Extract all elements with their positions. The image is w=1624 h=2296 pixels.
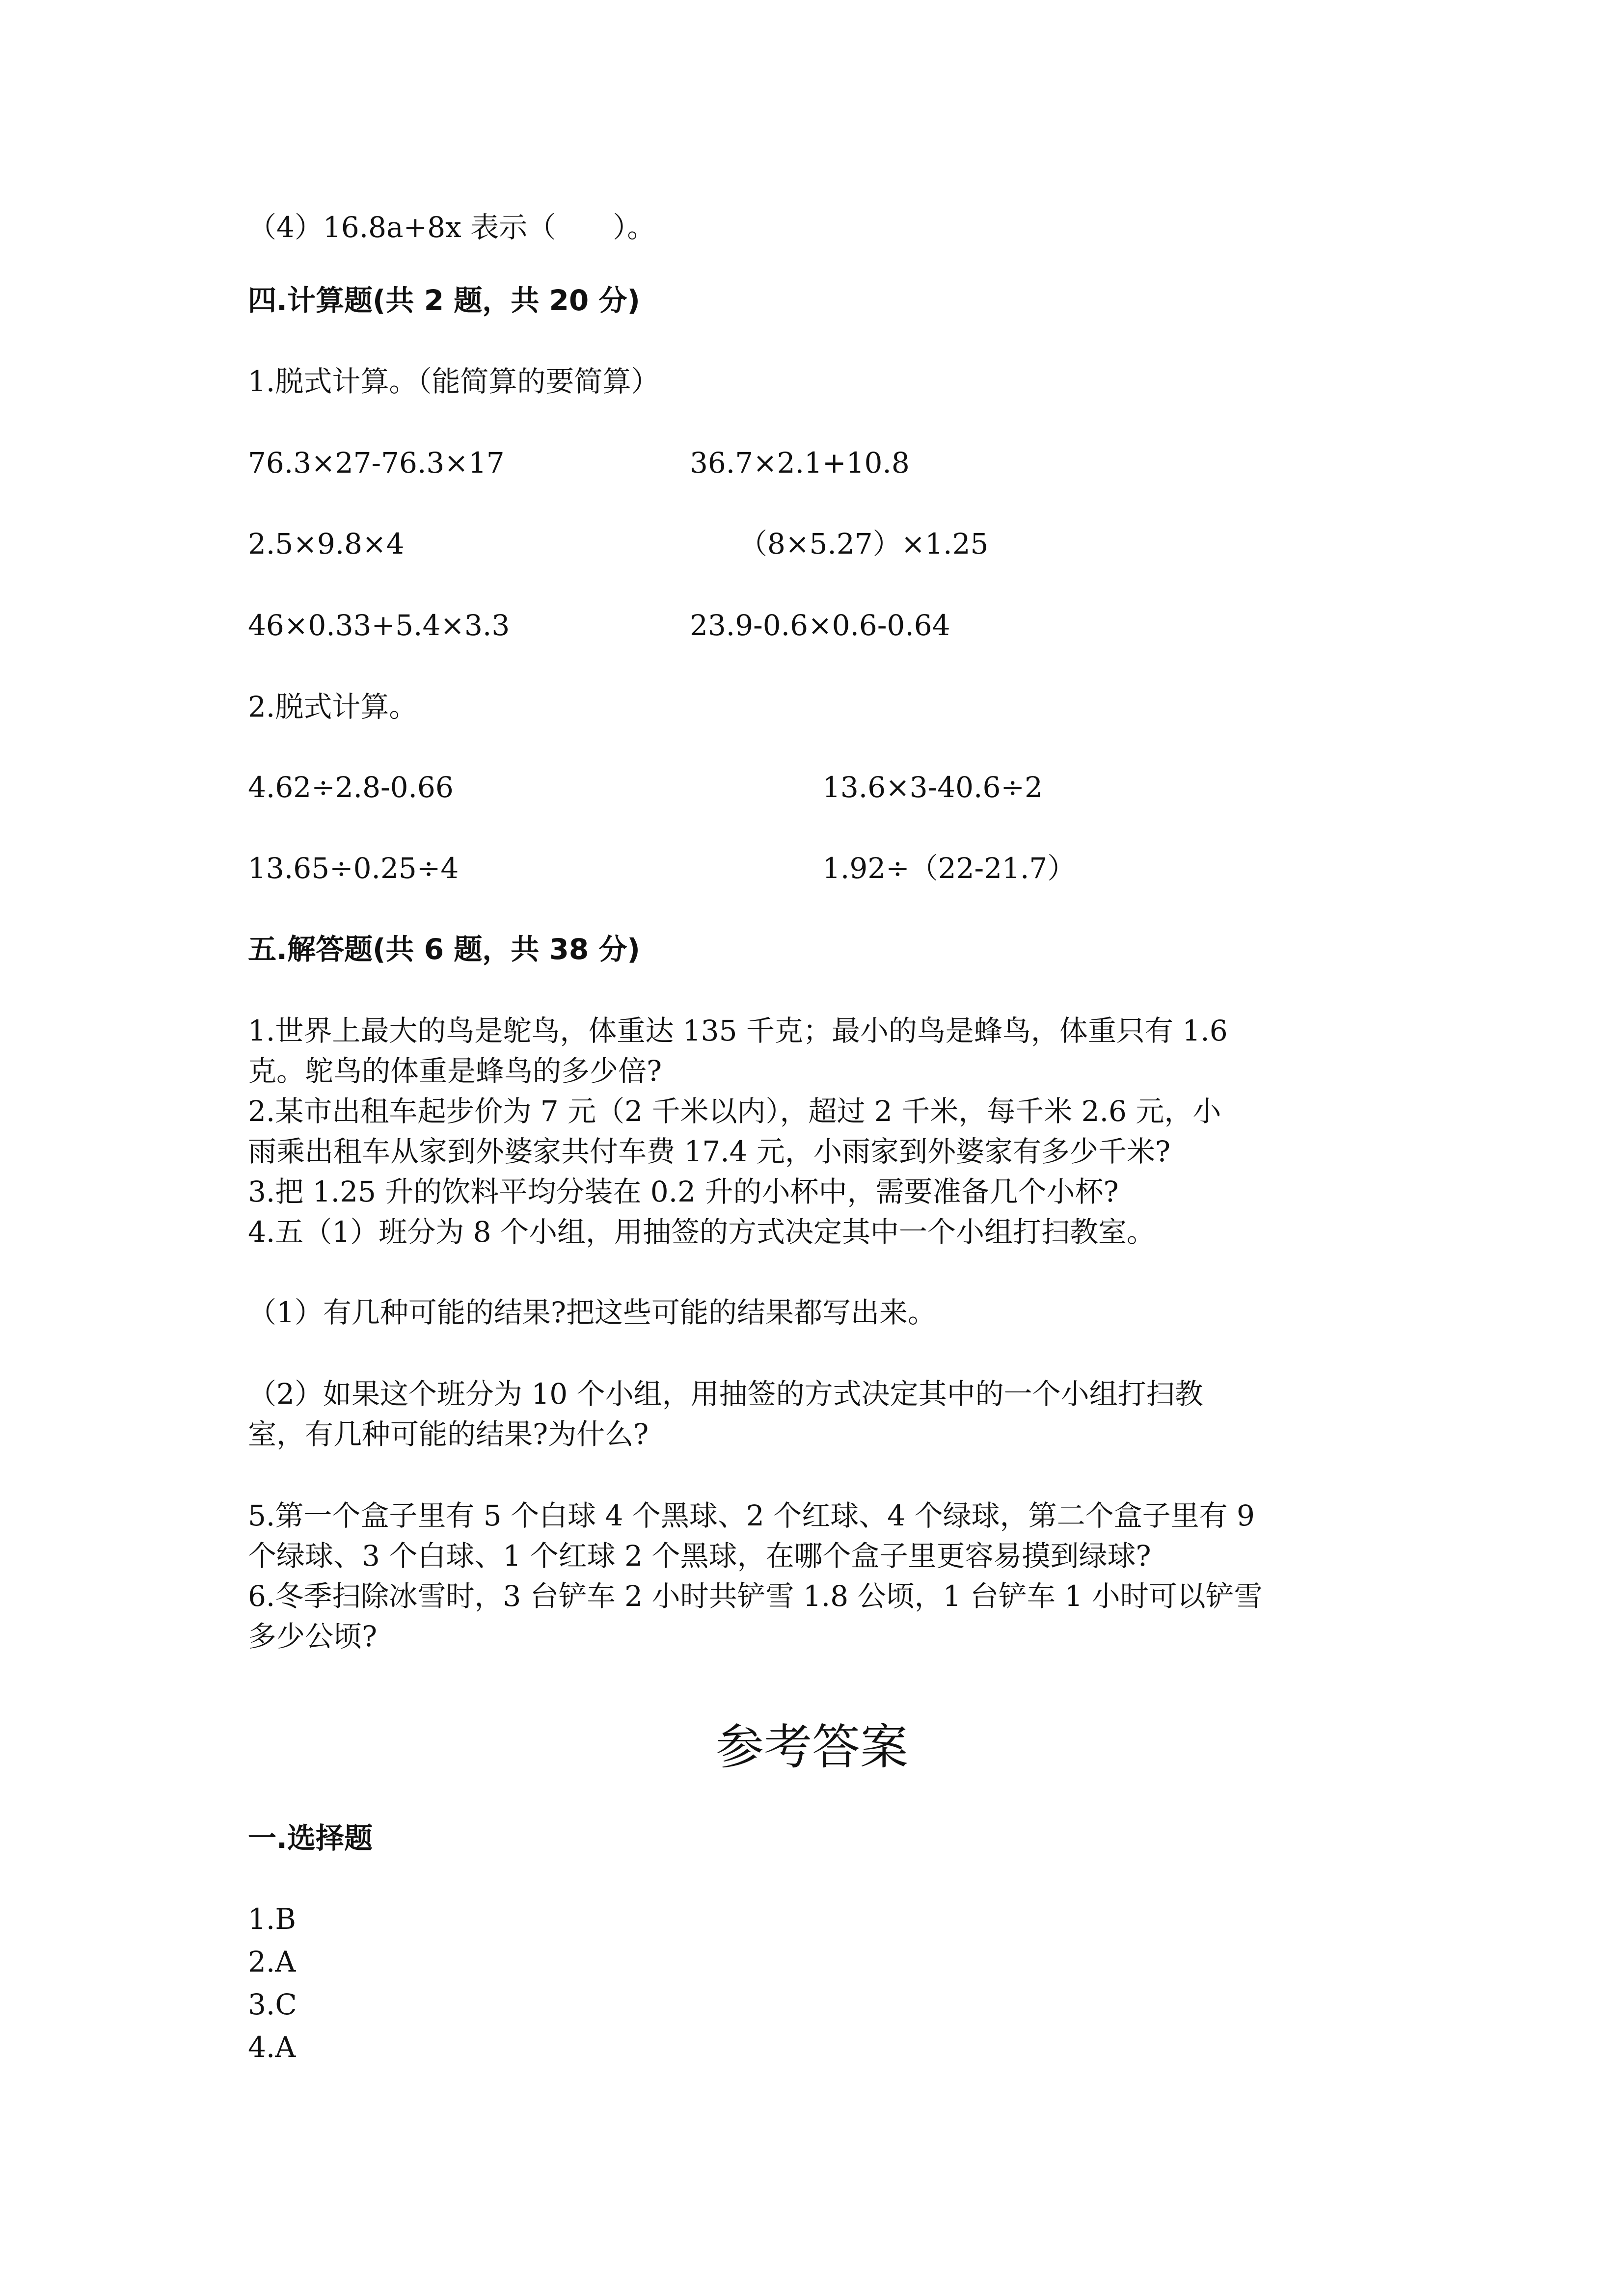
word-problem-line: 3.把 1.25 升的饮料平均分装在 0.2 升的小杯中，需要准备几个小杯?: [248, 1175, 1119, 1208]
question-4-item: （4）16.8a+8x 表示（ ）。: [248, 211, 656, 244]
word-problem-line: 克。鸵鸟的体重是蜂鸟的多少倍?: [248, 1054, 662, 1088]
calc-2-prompt: 2.脱式计算。: [248, 690, 418, 723]
word-problem-line: 多少公顷?: [248, 1620, 378, 1653]
answer-item: 4.A: [248, 2030, 296, 2064]
section-5-heading: 五.解答题(共 6 题，共 38 分): [248, 933, 640, 966]
answer-item: 2.A: [248, 1945, 296, 1978]
word-problem-line: 4.五（1）班分为 8 个小组，用抽签的方式决定其中一个小组打扫教室。: [248, 1215, 1156, 1249]
word-problem-line: （2）如果这个班分为 10 个小组，用抽签的方式决定其中的一个小组打扫教: [248, 1377, 1203, 1411]
word-problem-line: 个绿球、3 个白球、1 个红球 2 个黑球，在哪个盒子里更容易摸到绿球?: [248, 1539, 1151, 1573]
word-problem-line: （1）有几种可能的结果?把这些可能的结果都写出来。: [248, 1296, 936, 1329]
word-problem-line: 1.世界上最大的鸟是鸵鸟，体重达 135 千克；最小的鸟是蜂鸟，体重只有 1.6: [248, 1014, 1228, 1047]
word-problem-line: 5.第一个盒子里有 5 个白球 4 个黑球、2 个红球、4 个绿球，第二个盒子里有 9: [248, 1499, 1255, 1532]
word-problem-line: 雨乘出租车从家到外婆家共付车费 17.4 元，小雨家到外婆家有多少千米?: [248, 1135, 1171, 1168]
calc-1-expr-2: 36.7×2.1+10.8: [690, 446, 910, 480]
word-problem-line: 2.某市出租车起步价为 7 元（2 千米以内），超过 2 千米，每千米 2.6 元，小: [248, 1095, 1221, 1128]
calc-2-expr-1: 4.62÷2.8-0.66: [248, 771, 454, 804]
calc-2-expr-3: 13.65÷0.25÷4: [248, 852, 459, 885]
section-4-heading: 四.计算题(共 2 题，共 20 分): [248, 284, 640, 317]
answer-item: 1.B: [248, 1902, 296, 1936]
answers-section-1-heading: 一.选择题: [248, 1821, 373, 1855]
calc-2-expr-2: 13.6×3-40.6÷2: [822, 771, 1043, 804]
calc-1-expr-3: 2.5×9.8×4: [248, 527, 405, 561]
answer-item: 3.C: [248, 1988, 297, 2021]
word-problem-line: 室，有几种可能的结果?为什么?: [248, 1417, 649, 1451]
calc-1-expr-1: 76.3×27-76.3×17: [248, 446, 505, 480]
calc-1-prompt: 1.脱式计算。（能简算的要简算）: [248, 365, 660, 398]
calc-1-expr-5: 46×0.33+5.4×3.3: [248, 609, 510, 642]
calc-2-expr-4: 1.92÷（22-21.7）: [822, 852, 1076, 885]
calc-1-expr-4: （8×5.27）×1.25: [739, 527, 989, 561]
word-problem-line: 6.冬季扫除冰雪时，3 台铲车 2 小时共铲雪 1.8 公顷，1 台铲车 1 小时可以铲雪: [248, 1579, 1263, 1613]
answers-title: 参考答案: [715, 1719, 908, 1775]
calc-1-expr-6: 23.9-0.6×0.6-0.64: [690, 609, 950, 642]
